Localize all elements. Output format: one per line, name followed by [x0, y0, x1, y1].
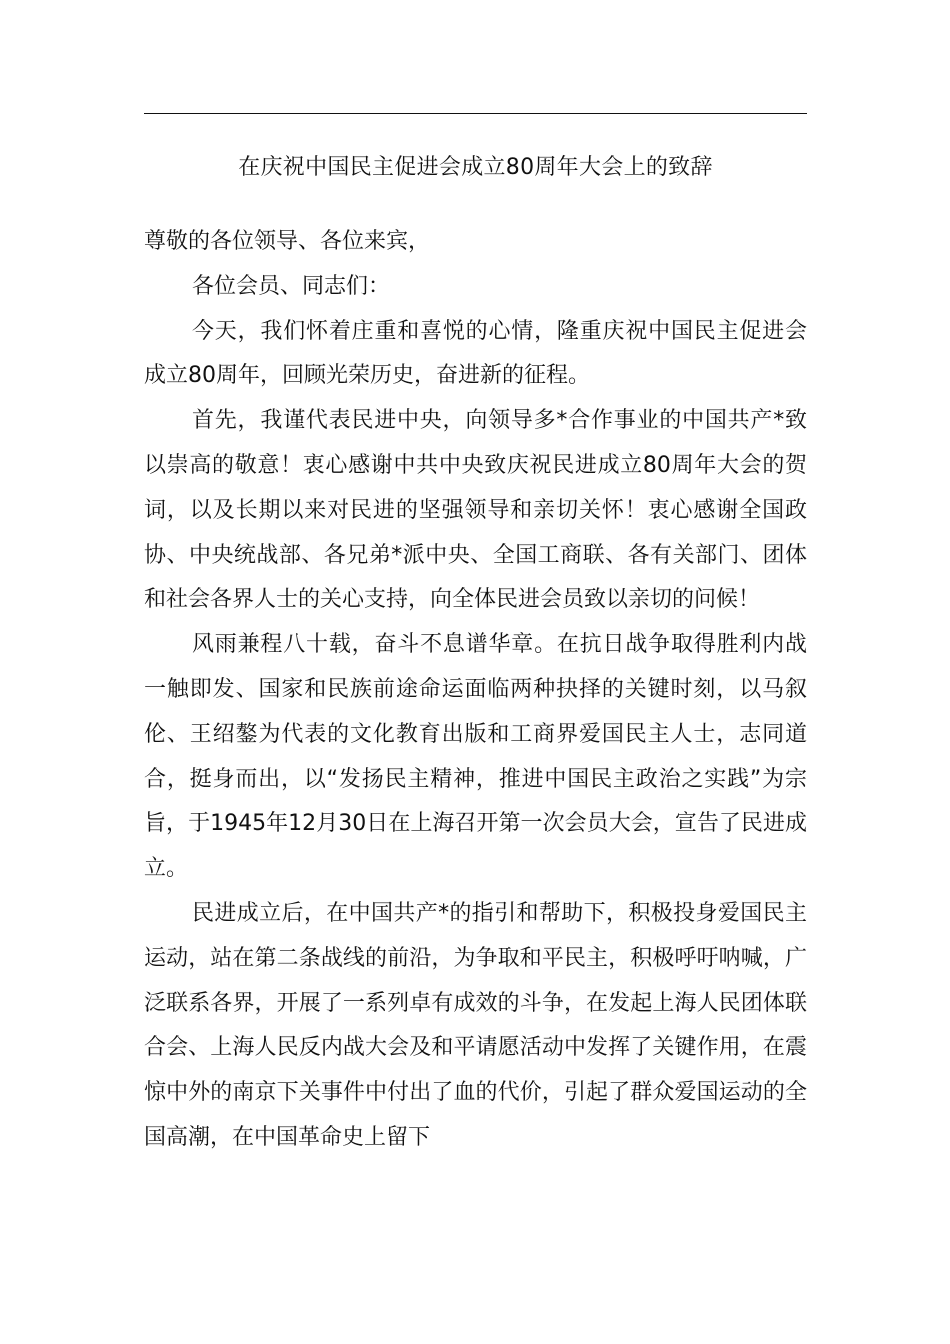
salutation-line-2: 各位会员、同志们：	[192, 273, 391, 299]
salutation-line-1: 尊敬的各位领导、各位来宾，	[144, 229, 431, 254]
paragraph-opening: 今天，我们怀着庄重和喜悦的心情，隆重庆祝中国民主促进会成立80周年，回顾光荣历史，奋进新的征程。	[144, 318, 807, 389]
paragraph-gratitude: 首先，我谨代表民进中央，向领导多*合作事业的中国共产*致以崇高的敬意！衷心感谢中共中央致庆祝民进成立80周年大会的贺词，以及长期以来对民进的坚强领导和亲切关怀！衷心感谢全国政协、中央统战部、各兄弟*派中央、全国工商联、各有关部门、团体和社会各界人士的关心支持，向全体民进会员致以亲切的问候！	[144, 408, 807, 613]
header-rule	[144, 113, 807, 114]
document-body	[144, 220, 807, 1161]
paragraph-founding: 风雨兼程八十载，奋斗不息谱华章。在抗日战争取得胜利内战一触即发、国家和民族前途命运面临两种抉择的关键时刻，以马叙伦、王绍鏊为代表的文化教育出版和工商界爱国民主人士，志同道合，挺身而出，以“发扬民主精神，推进中国民主政治之实践”为宗旨，于1945年12月30日在上海召开第一次会员大会，宣告了民进成立。	[144, 632, 807, 882]
document-title: 在庆祝中国民主促进会成立80周年大会上的致辞	[238, 155, 713, 180]
paragraph-history: 民进成立后，在中国共产*的指引和帮助下，积极投身爱国民主运动，站在第二条战线的前沿，为争取和平民主，积极呼吁呐喊，广泛联系各界，开展了一系列卓有成效的斗争，在发起上海人民团体联合会、上海人民反内战大会及和平请愿活动中发挥了关键作用，在震惊中外的南京下关事件中付出了血的代价，引起了群众爱国运动的全国高潮，在中国革命史上留下	[144, 900, 807, 1150]
